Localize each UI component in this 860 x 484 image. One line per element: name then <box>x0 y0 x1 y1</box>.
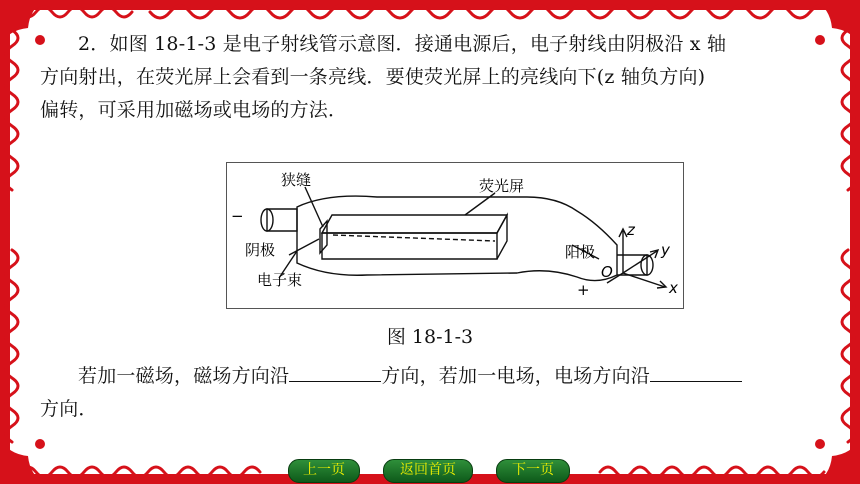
prev-page-label: 上一页 <box>303 462 345 478</box>
label-plus: + <box>577 281 590 299</box>
next-page-button[interactable] <box>496 459 570 483</box>
home-label: 返回首页 <box>400 462 456 478</box>
answer-blank-2[interactable] <box>650 363 742 382</box>
question-text <box>40 28 830 127</box>
prev-page-button[interactable] <box>288 459 360 483</box>
question-line-1: 2．如图 18-1-3 是电子射线管示意图．接通电源后，电子射线由阴极沿 x 轴 <box>78 33 727 55</box>
label-axis-x: x <box>669 279 678 297</box>
screen-box <box>322 215 507 233</box>
label-slit: 狭缝 <box>281 171 312 189</box>
label-screen: 荧光屏 <box>479 177 525 195</box>
home-button[interactable] <box>383 459 473 483</box>
fill-in-question <box>40 360 830 426</box>
fill-text-c: 方向． <box>40 398 98 420</box>
label-anode: 阳极 <box>565 243 596 261</box>
figure-caption: 图 18-1-3 <box>386 326 474 348</box>
answer-blank-1[interactable] <box>289 363 381 382</box>
label-minus: − <box>231 207 244 225</box>
fill-in-line <box>40 360 830 393</box>
label-cathode: 阴极 <box>245 241 276 259</box>
label-origin: O <box>601 263 613 281</box>
question-line-2: 方向射出，在荧光屏上会看到一条亮线．要使荧光屏上的亮线向下(z 轴负方向) <box>40 66 706 88</box>
fill-text-a: 若加一磁场，磁场方向沿 <box>78 365 290 387</box>
question-line-3: 偏转，可采用加磁场或电场的方法． <box>40 99 348 121</box>
electron-beam <box>333 235 495 241</box>
label-axis-y: y <box>661 241 670 259</box>
next-page-label: 下一页 <box>512 462 554 478</box>
label-axis-z: z <box>627 221 635 239</box>
fill-text-b: 方向，若加一电场，电场方向沿 <box>381 365 651 387</box>
tube-outline <box>297 196 617 280</box>
label-beam: 电子束 <box>257 271 303 289</box>
tube-diagram <box>227 163 683 308</box>
cathode-ray-tube-figure <box>226 162 684 309</box>
